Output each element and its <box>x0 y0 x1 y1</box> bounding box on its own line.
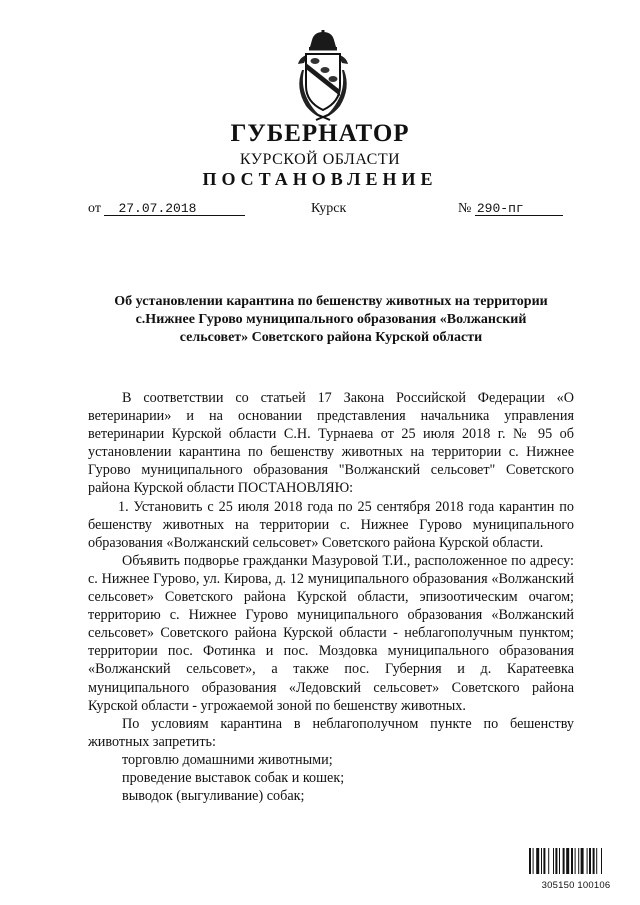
document-type: ПОСТАНОВЛЕНИЕ <box>202 169 438 189</box>
office-title: ГУБЕРНАТОР <box>230 120 410 147</box>
list-item: торговлю домашними животными; <box>122 751 333 768</box>
list-item: проведение выставок собак и кошек; <box>122 769 345 786</box>
barcode <box>529 848 623 891</box>
list-item: выводок (выгуливание) собак; <box>122 788 305 805</box>
document-body <box>88 389 574 805</box>
region-title: КУРСКОЙ ОБЛАСТИ <box>239 151 401 168</box>
barcode-icon <box>529 848 623 874</box>
number-value: 290-пг <box>475 202 563 216</box>
preamble-paragraph: В соответствии со статьей 17 Закона Российской Федерации «О ветеринарии» и на основании представления начальника управления ветеринарии Курской области С.Н. Турнаева от 25 июля 2018 г. № 95 об установлении карантина по бешенству животных на территории с. Нижнее Гурово муниципального образования "Волжанский сельсовет" Советского района Курской области ПОСТАНОВЛЯЮ: <box>88 390 574 497</box>
date-value: 27.07.2018 <box>104 202 245 216</box>
number-prefix: № <box>458 201 472 216</box>
barcode-number: 305150 100106 <box>541 880 611 891</box>
kursk-coat-of-arms-icon <box>292 30 354 122</box>
date-field <box>88 201 245 217</box>
restrictions-paragraph: По условиям карантина в неблагополучном пункте по бешенству животных запретить: <box>88 715 574 750</box>
title-line: с.Нижнее Гурово муниципального образования «Волжанский <box>135 312 527 327</box>
clause-1-paragraph: 1. Установить с 25 июля 2018 года по 25 сентября 2018 года карантин по бешенству животных на территории с. Нижнее Гурово муниципального образования «Волжанский сельсовет» Советского района Курской области. <box>88 498 574 551</box>
number-field <box>458 201 563 217</box>
document-title <box>90 293 572 347</box>
date-prefix: от <box>88 201 101 216</box>
title-line: Об установлении карантина по бешенству животных на территории <box>114 294 548 309</box>
title-line: сельсовет» Советского района Курской области <box>179 330 483 345</box>
city-label: Курск <box>311 201 347 216</box>
outbreak-paragraph: Объявить подворье гражданки Мазуровой Т.И., расположенное по адресу: с. Нижнее Гурово, ул. Кирова, д. 12 муниципального образования «Волжанский сельсовет» Советского района Курской области, эпизоотическим очагом; территорию с. Нижнее Гурово муниципального образования «Волжанский сельсовет» Советского района Курской области - неблагополучным пунктом; территории пос. Фотинка и пос. Моздовка муниципального образования «Волжанский сельсовет», а также пос. Губерния и д. Каратеевка муниципального образования «Ледовский сельсовет» Советского района Курской области - угрожаемой зоной по бешенству животных. <box>88 552 574 714</box>
